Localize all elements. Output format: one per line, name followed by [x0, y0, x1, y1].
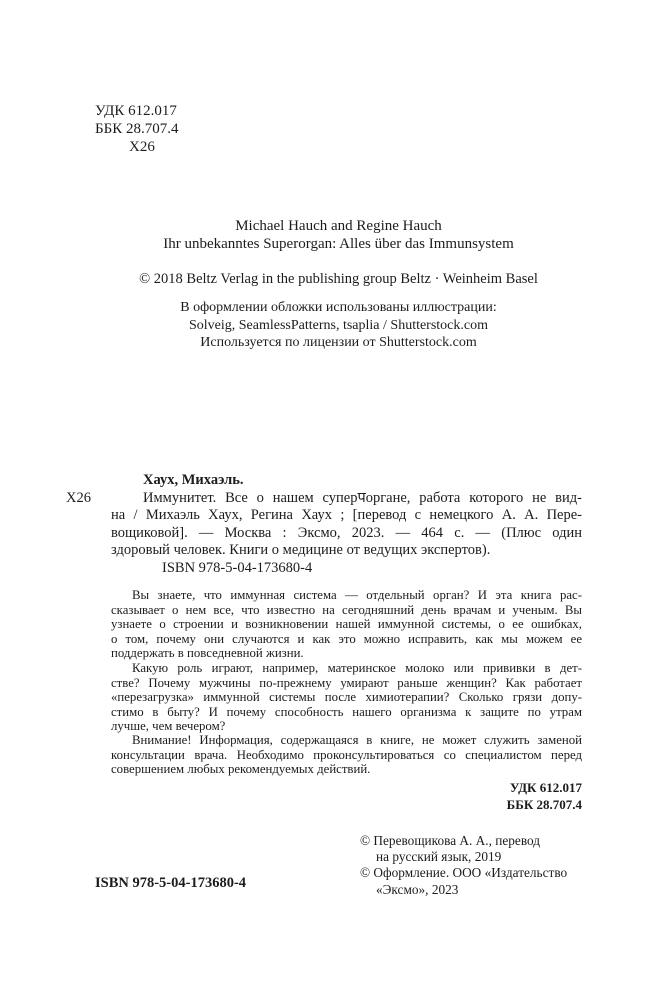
annotation-line: о том, почему они случаются и как это можно исправить, как мы можем ее — [111, 631, 582, 646]
annotation-paragraph — [111, 661, 582, 734]
catalog-description-line: Иммунитет. Все о нашем суперपоргане, работа которого не вид- — [143, 490, 582, 506]
catalog-description-line: на / Михаэль Хаух, Регина Хаух ; [перевод с немецкого А. А. Пере- — [111, 507, 582, 524]
catalog-description-line: здоровый человек. Книги о медицине от ведущих экспертов). — [111, 542, 491, 559]
cover-credit-line: В оформлении обложки использованы иллюстрации: — [180, 300, 497, 315]
cover-credit-line: Solveig, SeamlessPatterns, tsaplia / Shutterstock.com — [188, 317, 489, 333]
bbk-code: ББК 28.707.4 — [95, 121, 179, 137]
design-copyright-line: «Эксмо», 2023 — [376, 881, 459, 897]
author-sign: Х26 — [129, 139, 155, 155]
annotation-line: Какую роль играют, например, материнское молоко или прививки в дет- — [132, 661, 582, 675]
original-copyright: © 2018 Beltz Verlag in the publishing group Beltz · Weinheim Basel — [139, 271, 538, 287]
catalog-isbn: ISBN 978-5-04-173680-4 — [162, 560, 313, 576]
annotation-line: стимо в быту? И почему способность нашего организма к защите по утрам — [111, 704, 582, 719]
udk-code: УДК 612.017 — [95, 103, 177, 119]
annotation-line: поддержать в повседневной жизни. — [111, 646, 304, 661]
classification-codes — [95, 102, 178, 156]
bbk-ref: ББК 28.707.4 — [506, 796, 582, 812]
annotation-line: совершением любых рекомендуемых действий. — [111, 762, 371, 777]
classification-refs — [111, 780, 582, 813]
footer-isbn: ISBN 978-5-04-173680-4 — [95, 875, 247, 891]
annotation-line: узнаете о строении и возникновении нашей иммунной системы, о ее ошибках, — [111, 617, 582, 632]
copyright-block — [360, 833, 567, 898]
translation-copyright-line: на русский язык, 2019 — [376, 849, 502, 865]
annotation-line: Вы знаете, что иммунная система — отдельный орган? И эта книга рас- — [132, 588, 582, 602]
annotation-paragraph — [111, 733, 582, 777]
annotation-paragraph — [111, 588, 582, 661]
original-title: Ihr unbekanntes Superorgan: Alles über das Immunsystem — [163, 236, 514, 252]
original-authors: Michael Hauch and Regine Hauch — [235, 218, 442, 234]
cover-credits — [95, 299, 582, 352]
catalog-description-line: вощиковой]. — Москва : Эксмо, 2023. — 464 с. — (Плюс один — [111, 524, 582, 541]
annotation-line: «перезагрузка» иммунной системы после химиотерапии? Сколько грязи допу- — [111, 690, 582, 705]
annotation-line: Внимание! Информация, содержащаяся в книге, не может служить заменой — [132, 733, 582, 747]
catalog-author-heading: Хаух, Михаэль. — [143, 472, 244, 488]
original-edition-block — [95, 217, 582, 253]
udk-ref: УДК 612.017 — [509, 780, 582, 795]
cover-credit-line: Используется по лицензии от Shutterstock.com — [200, 335, 477, 350]
annotation-line: консультации врача. Необходимо проконсультироваться со специалистом перед — [111, 747, 582, 762]
annotation-line: стве? Почему мужчины по-прежнему умирают раньше женщин? Как работает — [111, 675, 582, 690]
catalog-description — [111, 490, 582, 560]
annotation-line: сказывает о нем все, что известно на сегодняшний день врачам и ученым. Вы — [111, 602, 582, 617]
translation-copyright-line: © Перевощикова А. А., перевод — [360, 833, 541, 848]
design-copyright-line: © Оформление. ООО «Издательство — [360, 865, 568, 881]
catalog-margin-sign: Х26 — [66, 490, 91, 506]
annotation-line: лучше, чем вечером? — [111, 719, 226, 734]
